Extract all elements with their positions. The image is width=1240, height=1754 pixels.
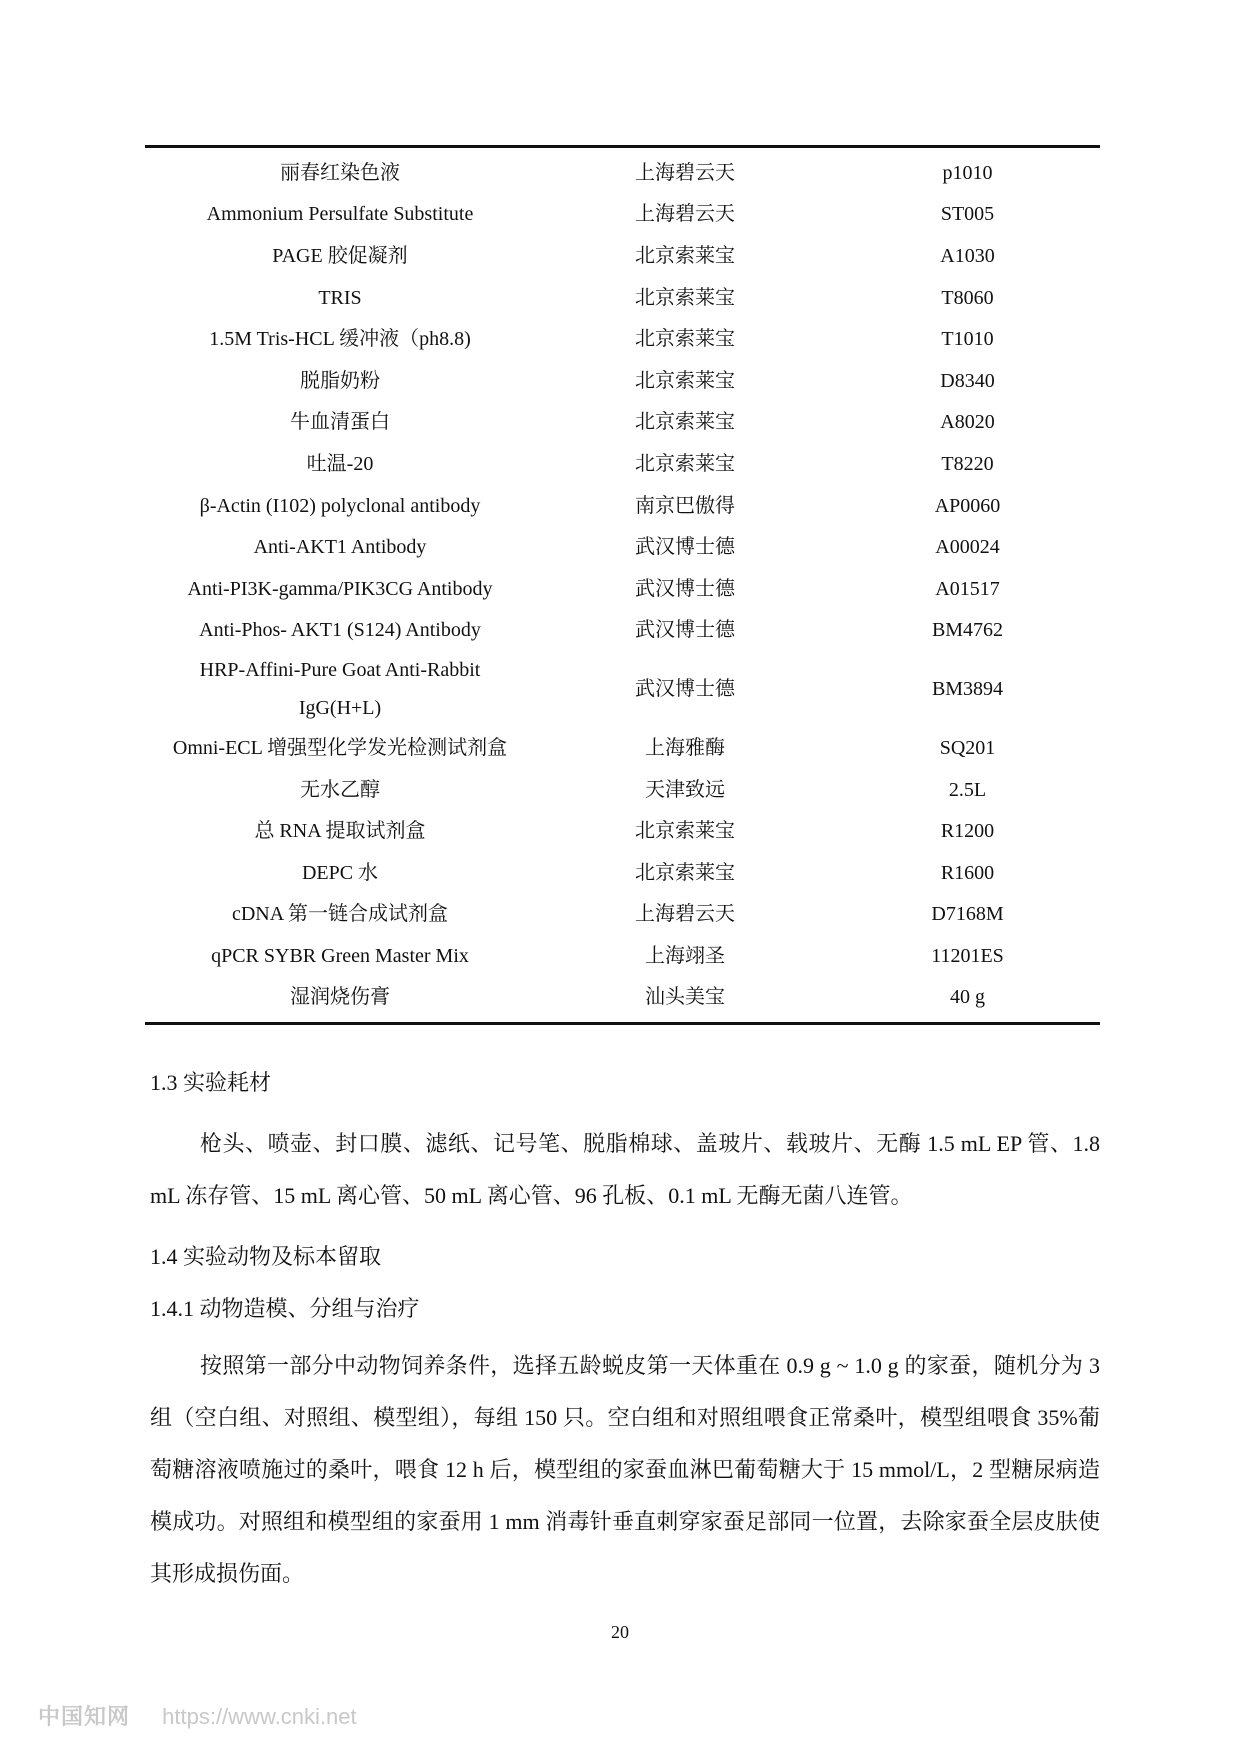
reagent-name: 牛血清蛋白: [290, 411, 390, 434]
table-row: [145, 935, 1100, 977]
table-row: [145, 443, 1100, 485]
reagent-manufacturer: 汕头美宝: [645, 986, 725, 1009]
reagent-name: 湿润烧伤膏: [290, 986, 390, 1009]
reagent-manufacturer: 上海碧云天: [635, 161, 735, 184]
table-row: [145, 360, 1100, 402]
reagent-name: cDNA 第一链合成试剂盒: [231, 903, 449, 926]
reagent-name: Anti-AKT1 Antibody: [253, 536, 427, 559]
reagent-name-line2: IgG(H+L): [298, 697, 382, 720]
table-row: [145, 977, 1100, 1024]
section-1-3: [150, 1066, 1100, 1097]
reagent-name: 总 RNA 提取试剂盒: [254, 820, 426, 843]
section-heading-1-4-1: 1.4.1 动物造模、分组与治疗: [150, 1296, 420, 1321]
table-row: [145, 485, 1100, 527]
watermark-url: https://www.cnki.net: [162, 1704, 357, 1729]
reagent-manufacturer: 武汉博士德: [635, 536, 735, 559]
table-row: [145, 651, 1100, 727]
reagent-name: [145, 651, 535, 727]
reagent-catalog-number: D8340: [940, 369, 995, 392]
table-row: [145, 277, 1100, 319]
reagent-name: TRIS: [318, 286, 362, 309]
table-row: [145, 769, 1100, 811]
reagent-name: Ammonium Persulfate Substitute: [206, 203, 474, 226]
reagent-manufacturer: 上海碧云天: [635, 903, 735, 926]
reagent-manufacturer: 上海雅酶: [645, 736, 725, 759]
reagent-name: PAGE 胶促凝剂: [272, 244, 408, 267]
reagent-catalog-number: R1200: [940, 820, 995, 843]
reagent-manufacturer: 上海碧云天: [635, 203, 735, 226]
reagent-catalog-number: A1030: [940, 244, 995, 267]
reagent-catalog-number: A00024: [935, 536, 1000, 559]
section-1-4: [150, 1240, 1100, 1271]
reagent-manufacturer: 北京索莱宝: [635, 411, 735, 434]
reagent-catalog-number: R1600: [940, 861, 995, 884]
reagent-manufacturer: 南京巴傲得: [635, 494, 735, 517]
reagent-catalog-number: p1010: [942, 161, 993, 184]
reagent-manufacturer: 北京索莱宝: [635, 369, 735, 392]
reagent-catalog-number: D7168M: [931, 903, 1004, 926]
table-row: [145, 318, 1100, 360]
paragraph-animal-model: 按照第一部分中动物饲养条件，选择五龄蜕皮第一天体重在 0.9 g ~ 1.0 g 的家蚕，随机分为 3 组（空白组、对照组、模型组），每组 150 只。空白组和对照组喂食正常桑叶，模型组喂食 35%葡萄糖溶液喷施过的桑叶，喂食 12 h 后，模型组的家蚕血淋巴葡萄糖大于 15 mmol/L，2 型糖尿病造模成功。对照组和模型组的家蚕用 1 mm 消毒针垂直刺穿家蚕足部同一位置，去除家蚕全层皮肤使其形成损伤面。: [150, 1353, 1100, 1586]
reagent-name: 丽春红染色液: [280, 161, 400, 184]
table-row: [145, 526, 1100, 568]
table-row: [145, 568, 1100, 610]
reagent-manufacturer: 武汉博士德: [635, 577, 735, 600]
reagent-manufacturer: 北京索莱宝: [635, 452, 735, 475]
reagent-catalog-number: A01517: [935, 577, 1000, 600]
page-number: 20: [611, 1622, 629, 1642]
section-heading-1-4: 1.4 实验动物及标本留取: [150, 1244, 382, 1269]
paragraph-consumables: 枪头、喷壶、封口膜、滤纸、记号笔、脱脂棉球、盖玻片、载玻片、无酶 1.5 mL EP 管、1.8 mL 冻存管、15 mL 离心管、50 mL 离心管、96 孔板、0.1 mL 无酶无菌八连管。: [150, 1131, 1100, 1208]
reagent-catalog-number: T1010: [941, 328, 994, 351]
section-1-4-1: [150, 1292, 1100, 1323]
reagent-name: 无水乙醇: [300, 778, 380, 801]
reagent-manufacturer: 北京索莱宝: [635, 244, 735, 267]
reagent-name: qPCR SYBR Green Master Mix: [211, 944, 469, 967]
reagent-manufacturer: 武汉博士德: [635, 619, 735, 642]
table-row: [145, 727, 1100, 769]
reagent-catalog-number: A8020: [940, 411, 995, 434]
table-row: [145, 810, 1100, 852]
reagent-name: β-Actin (I102) polyclonal antibody: [199, 494, 481, 517]
reagent-table-body: [145, 147, 1100, 1024]
reagent-name-line1: HRP-Affini-Pure Goat Anti-Rabbit: [199, 659, 481, 682]
reagent-name: Anti-Phos- AKT1 (S124) Antibody: [199, 619, 481, 642]
reagent-catalog-number: T8060: [941, 286, 994, 309]
reagent-catalog-number: 11201ES: [931, 944, 1004, 967]
reagent-manufacturer: 武汉博士德: [635, 678, 735, 701]
reagent-manufacturer: 天津致远: [645, 778, 725, 801]
reagent-manufacturer: 北京索莱宝: [635, 820, 735, 843]
watermark-brand: 中国知网: [38, 1704, 131, 1729]
reagent-catalog-number: 40 g: [950, 986, 985, 1009]
table-row: [145, 894, 1100, 936]
reagent-name: DEPC 水: [301, 861, 379, 884]
reagent-name: Omni-ECL 增强型化学发光检测试剂盒: [172, 736, 508, 759]
table-row: [145, 852, 1100, 894]
reagent-catalog-number: ST005: [940, 203, 995, 226]
reagent-manufacturer: 北京索莱宝: [635, 328, 735, 351]
reagent-catalog-number: 2.5L: [948, 778, 987, 801]
reagent-name: 脱脂奶粉: [300, 369, 380, 392]
reagent-catalog-number: SQ201: [939, 736, 996, 759]
reagent-manufacturer: 北京索莱宝: [635, 286, 735, 309]
watermark: [38, 1700, 357, 1731]
table-row: [145, 235, 1100, 277]
reagent-catalog-number: BM3894: [931, 678, 1004, 701]
reagent-name: Anti-PI3K-gamma/PIK3CG Antibody: [187, 577, 493, 600]
reagent-name: 吐温-20: [306, 452, 374, 475]
table-row: [145, 194, 1100, 236]
table-row: [145, 610, 1100, 652]
reagent-manufacturer: 北京索莱宝: [635, 861, 735, 884]
reagent-manufacturer: 上海翊圣: [645, 944, 725, 967]
reagent-catalog-number: AP0060: [934, 494, 1001, 517]
table-row: [145, 147, 1100, 194]
section-heading-1-3: 1.3 实验耗材: [150, 1070, 272, 1095]
reagent-catalog-number: T8220: [941, 452, 994, 475]
reagent-catalog-number: BM4762: [931, 619, 1004, 642]
reagent-name: 1.5M Tris-HCL 缓冲液（ph8.8): [209, 328, 471, 351]
section-1-3-body: [150, 1118, 1100, 1222]
reagent-table: [145, 145, 1100, 1025]
table-row: [145, 402, 1100, 444]
section-1-4-1-body: [150, 1340, 1100, 1600]
